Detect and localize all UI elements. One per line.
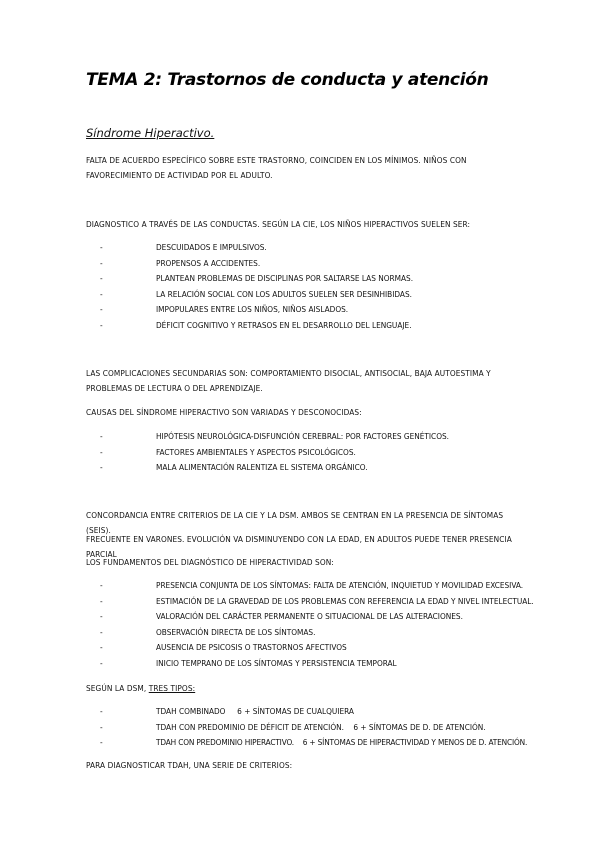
bullet-dash: - [100,431,103,441]
list-item [100,625,530,641]
bullet-dash: - [100,595,103,606]
list-causes [100,429,530,476]
bullet-dash: - [100,580,103,590]
bullet-dash: - [100,721,103,732]
list-item-text: DÉFICIT COGNITIVO Y RETRASOS EN EL DESARROLLO DEL LENGUAJE. [156,319,412,330]
dsm-types-underlined: TRES TIPOS: [148,683,196,693]
list-item-text: MALA ALIMENTACIÓN RALENTIZA EL SISTEMA ORGÁNICO. [156,462,368,473]
list-item [100,578,530,594]
list-item-text: INICIO TEMPRANO DE LOS SÍNTOMAS Y PERSISTENCIA TEMPORAL [156,657,397,668]
paragraph-dsm-types [86,681,516,696]
list-item [100,594,534,610]
bullet-dash: - [100,288,103,299]
dsm-types-prefix: SEGÚN LA DSM, [86,683,149,693]
list-item [100,318,530,334]
list-item-text: HIPÓTESIS NEUROLÓGICA-DISFUNCIÓN CEREBRAL: POR FACTORES GENÉTICOS. [156,431,450,441]
list-item [100,720,530,736]
bullet-dash: - [100,242,103,252]
list-characteristics [100,240,530,334]
bullet-dash: - [100,446,103,457]
list-item [100,735,530,751]
bullet-dash: - [100,319,103,330]
list-item-text: PLANTEAN PROBLEMAS DE DISCIPLINAS POR SALTARSE LAS NORMAS. [156,273,414,284]
bullet-dash: - [100,706,103,716]
bullet-dash: - [100,257,103,268]
bullet-dash: - [100,304,103,315]
list-item-text: FACTORES AMBIENTALES Y ASPECTOS PSICOLÓGICOS. [156,446,356,457]
list-item-text: TDAH CON PREDOMINIO DE DÉFICIT DE ATENCIÓN. 6 + SÍNTOMAS DE D. DE ATENCIÓN. [156,721,486,732]
list-item [100,704,530,720]
section-title: Síndrome Hiperactivo. [86,126,215,140]
bullet-dash: - [100,611,103,622]
list-item [100,460,530,476]
list-item [100,445,530,461]
list-item [100,302,530,318]
paragraph-criteria: PARA DIAGNOSTICAR TDAH, UNA SERIE DE CRITERIOS: [86,760,293,770]
list-item-text: OBSERVACIÓN DIRECTA DE LOS SÍNTOMAS. [156,626,316,637]
list-item [100,256,530,272]
paragraph-concordance: CONCORDANCIA ENTRE CRITERIOS DE LA CIE Y LA DSM. AMBOS SE CENTRAN EN LA PRESENCIA DE SÍNTOMAS (SEIS). [86,510,504,535]
paragraph-causes: CAUSAS DEL SÍNDROME HIPERACTIVO SON VARIADAS Y DESCONOCIDAS: [86,407,362,417]
bullet-dash: - [100,626,103,637]
paragraph-diagnosis: DIAGNOSTICO A TRAVÉS DE LAS CONDUCTAS. SEGÚN LA CIE, LOS NIÑOS HIPERACTIVOS SUELEN SER: [86,219,471,229]
paragraph-fundamentals: LOS FUNDAMENTOS DEL DIAGNÓSTICO DE HIPERACTIVIDAD SON: [86,557,334,567]
document-title: TEMA 2: Trastornos de conducta y atención [86,70,489,90]
list-tdah-types [100,704,530,751]
list-item-text: LA RELACIÓN SOCIAL CON LOS ADULTOS SUELEN SER DESINHIBIDAS. [156,288,412,299]
list-item [100,640,530,656]
list-item-text: PROPENSOS A ACCIDENTES. [156,257,261,268]
bullet-dash: - [100,657,103,668]
list-item [100,656,530,672]
bullet-dash: - [100,462,103,473]
list-item [100,609,530,625]
list-item-text: PRESENCIA CONJUNTA DE LOS SÍNTOMAS: FALTA DE ATENCIÓN, INQUIETUD Y MOVILIDAD EXCESIVA. [156,580,524,590]
list-item-text: TDAH COMBINADO 6 + SÍNTOMAS DE CUALQUIERA [156,706,354,716]
list-item [100,240,530,256]
list-fundamentals [100,578,534,672]
list-item [100,287,530,303]
bullet-dash: - [100,737,103,748]
list-item-text: AUSENCIA DE PSICOSIS O TRASTORNOS AFECTIVOS [156,642,347,653]
list-item-text: VALORACIÓN DEL CARÁCTER PERMANENTE O SITUACIONAL DE LAS ALTERACIONES. [156,611,463,622]
list-item-text: DESCUIDADOS E IMPULSIVOS. [156,242,267,252]
list-item-text: IMPOPULARES ENTRE LOS NIÑOS, NIÑOS AISLADOS. [156,304,349,315]
paragraph-complications: LAS COMPLICACIONES SECUNDARIAS SON: COMPORTAMIENTO DISOCIAL, ANTISOCIAL, BAJA AUTOESTIMA Y PROBLEMAS DE LECTURA O DEL APRENDIZAJE. [86,368,491,393]
list-item-text: TDAH CON PREDOMINIO HIPERACTIVO. 6 + SÍNTOMAS DE HIPERACTIVIDAD Y MENOS DE D. ATENCIÓN. [156,737,528,748]
list-item [100,271,530,287]
paragraph-definition: FALTA DE ACUERDO ESPECÍFICO SOBRE ESTE TRASTORNO, COINCIDEN EN LOS MÍNIMOS. NIÑOS CON FAVORECIMIENTO DE ACTIVIDAD POR EL ADULTO. [86,155,467,180]
bullet-dash: - [100,642,103,653]
paragraph-frequency: FRECUENTE EN VARONES. EVOLUCIÓN VA DISMINUYENDO CON LA EDAD, EN ADULTOS PUEDE TENER PRESENCIA PARCIAL [86,534,512,559]
list-item [100,429,530,445]
list-item-text: ESTIMACIÓN DE LA GRAVEDAD DE LOS PROBLEMAS CON REFERENCIA LA EDAD Y NIVEL INTELECTUAL. [156,595,534,606]
bullet-dash: - [100,273,103,284]
